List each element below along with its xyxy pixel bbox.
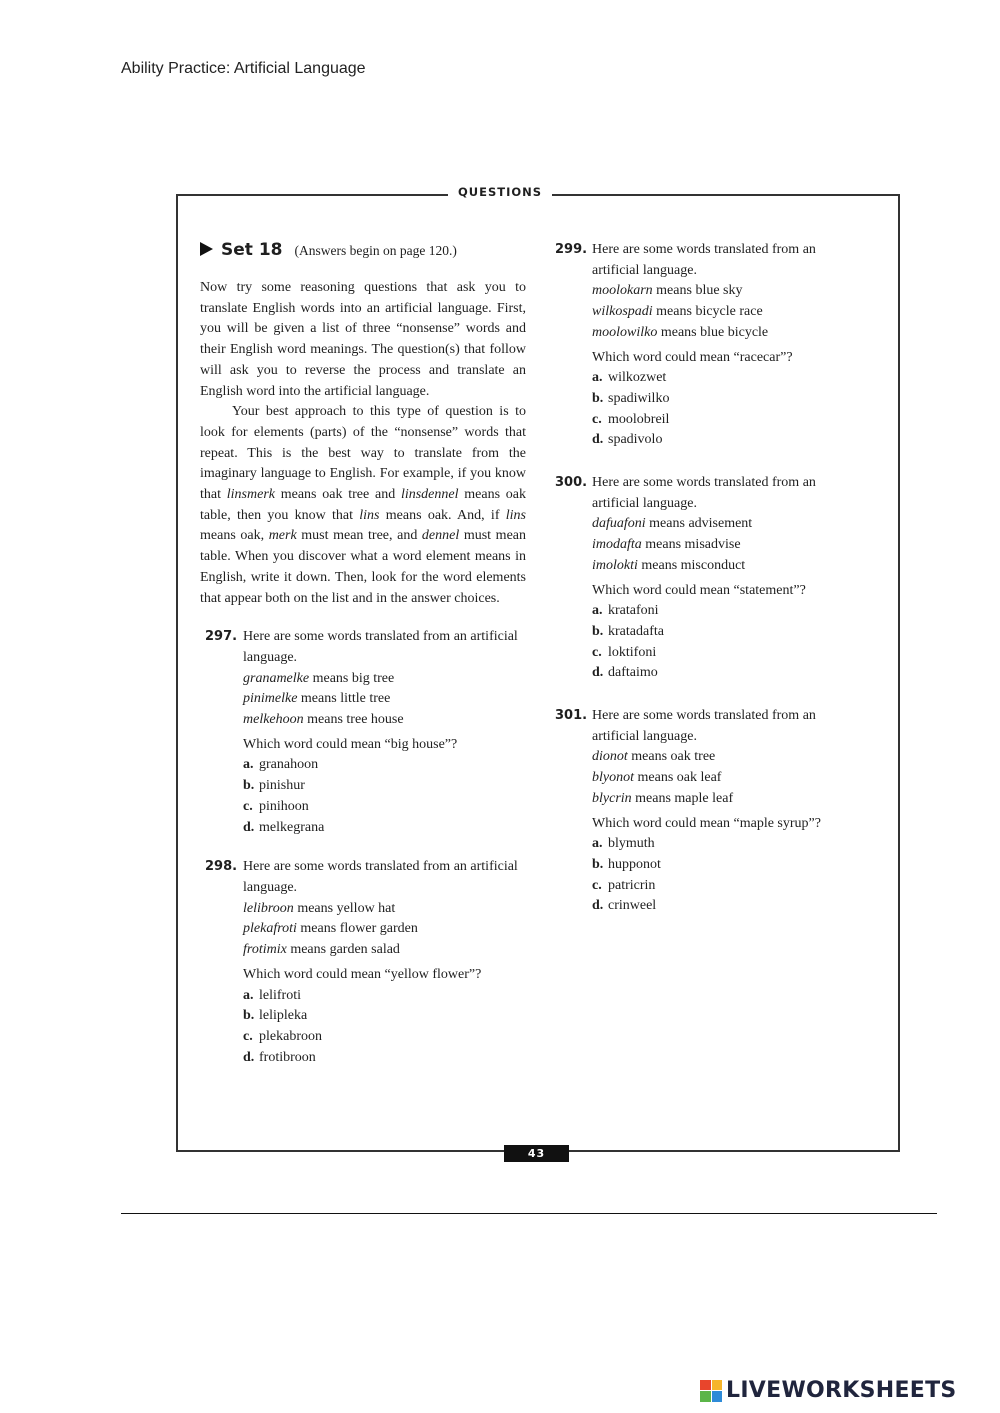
answer-option[interactable]: b. lelipleka (243, 1008, 308, 1024)
question-number: 299. (555, 242, 588, 257)
question-ask: Which word could mean “big house”? (243, 736, 458, 752)
intro-text (200, 278, 526, 609)
question-297 (200, 627, 526, 838)
left-column (200, 240, 526, 1068)
answer-option[interactable]: d. frotibroon (243, 1049, 316, 1065)
definition: melkehoon means tree house (243, 712, 404, 728)
set-header (200, 240, 526, 260)
answer-option[interactable]: c. patricrin (592, 877, 656, 893)
brand-name: LIVEWORKSHEETS (726, 1378, 957, 1403)
question-number: 301. (555, 708, 588, 724)
definition: plekafroti means flower garden (243, 921, 418, 937)
question-number: 300. (555, 475, 588, 491)
intro-paragraph-1: Now try some reasoning questions that ask you to translate English words into an artificial language. First, you will be given a list of three “nonsense” words and their English word meanings. The question(s) that follow will ask you to reverse the process and translate an English word into the artificial language. (200, 280, 526, 399)
answer-option[interactable]: d. melkegrana (243, 819, 325, 835)
answer-option[interactable]: b. kratadafta (592, 623, 664, 639)
question-prompt: Here are some words translated from an artificial language. (243, 859, 518, 895)
answer-option[interactable]: a. lelifroti (243, 987, 301, 1003)
question-prompt: Here are some words translated from an artificial language. (592, 242, 816, 278)
answer-option[interactable]: d. spadivolo (592, 432, 663, 448)
question-ask: Which word could mean “yellow flower”? (243, 966, 482, 982)
question-ask: Which word could mean “statement”? (592, 582, 806, 598)
definition: granamelke means big tree (243, 670, 395, 686)
logo-square (712, 1391, 723, 1402)
set-note: (Answers begin on page 120.) (294, 243, 457, 258)
question-301 (554, 706, 854, 917)
answer-option[interactable]: c. moolobreil (592, 411, 670, 427)
intro-paragraph-2: Your best approach to this type of question is to look for elements (parts) of the “nonsense” words that repeat. This is the best way to translate from the imaginary language to English. For example, if you know that linsmerk means oak tree and linsdennel means oak table, then you know that lins means oak. And, if lins means oak, merk must mean tree, and dennel must mean table. When you discover what a word element means in English, write it down. Then, look for the word elements that appear both on the list and in the answer choices. (200, 404, 526, 606)
definition: imolokti means misconduct (592, 557, 746, 573)
right-column (554, 240, 854, 917)
answer-option[interactable]: c. plekabroon (243, 1028, 322, 1044)
answer-option[interactable]: d. crinweel (592, 898, 657, 914)
answer-option[interactable]: d. daftaimo (592, 665, 658, 681)
answer-option[interactable]: a. wilkozwet (592, 370, 667, 386)
liveworksheets-logo[interactable] (700, 1378, 957, 1403)
logo-square (700, 1391, 711, 1402)
arrow-right-icon (200, 242, 213, 256)
question-prompt: Here are some words translated from an artificial language. (243, 629, 518, 665)
liveworksheets-icon (700, 1380, 722, 1402)
page-number: 43 (504, 1145, 569, 1162)
question-number: 297. (205, 629, 238, 645)
definition: blycrin means maple leaf (592, 790, 734, 806)
set-title: Set 18 (221, 240, 283, 260)
answer-option[interactable]: b. pinishur (243, 778, 305, 794)
question-299 (554, 240, 854, 451)
page-header-title: Ability Practice: Artificial Language (121, 60, 366, 77)
definition: moolowilko means blue bicycle (592, 324, 769, 340)
answer-option[interactable]: b. hupponot (592, 856, 661, 872)
answer-option[interactable]: a. blymuth (592, 836, 655, 852)
question-298 (200, 857, 526, 1068)
questions-box-label: QUESTIONS (0, 185, 1000, 199)
logo-square (700, 1380, 711, 1391)
answer-option[interactable]: b. spadiwilko (592, 390, 670, 406)
definition: lelibroon means yellow hat (243, 900, 396, 916)
question-number: 298. (205, 859, 238, 875)
answer-option[interactable]: c. loktifoni (592, 644, 657, 660)
definition: moolokarn means blue sky (592, 283, 743, 299)
definition: wilkospadi means bicycle race (592, 304, 763, 320)
definition: pinimelke means little tree (243, 691, 391, 707)
question-ask: Which word could mean “racecar”? (592, 349, 793, 365)
question-ask: Which word could mean “maple syrup”? (592, 815, 821, 831)
definition: imodafta means misadvise (592, 537, 741, 553)
definition: dafuafoni means advisement (592, 516, 753, 532)
answer-option[interactable]: a. kratafoni (592, 603, 659, 619)
definition: frotimix means garden salad (243, 942, 400, 958)
question-prompt: Here are some words translated from an artificial language. (592, 708, 816, 744)
question-prompt: Here are some words translated from an artificial language. (592, 475, 816, 511)
definition: blyonot means oak leaf (592, 770, 722, 786)
definition: dionot means oak tree (592, 749, 716, 765)
footer-divider (121, 1213, 937, 1214)
answer-option[interactable]: a. granahoon (243, 757, 319, 773)
logo-square (712, 1380, 723, 1391)
answer-option[interactable]: c. pinihoon (243, 798, 309, 814)
question-300 (554, 473, 854, 684)
